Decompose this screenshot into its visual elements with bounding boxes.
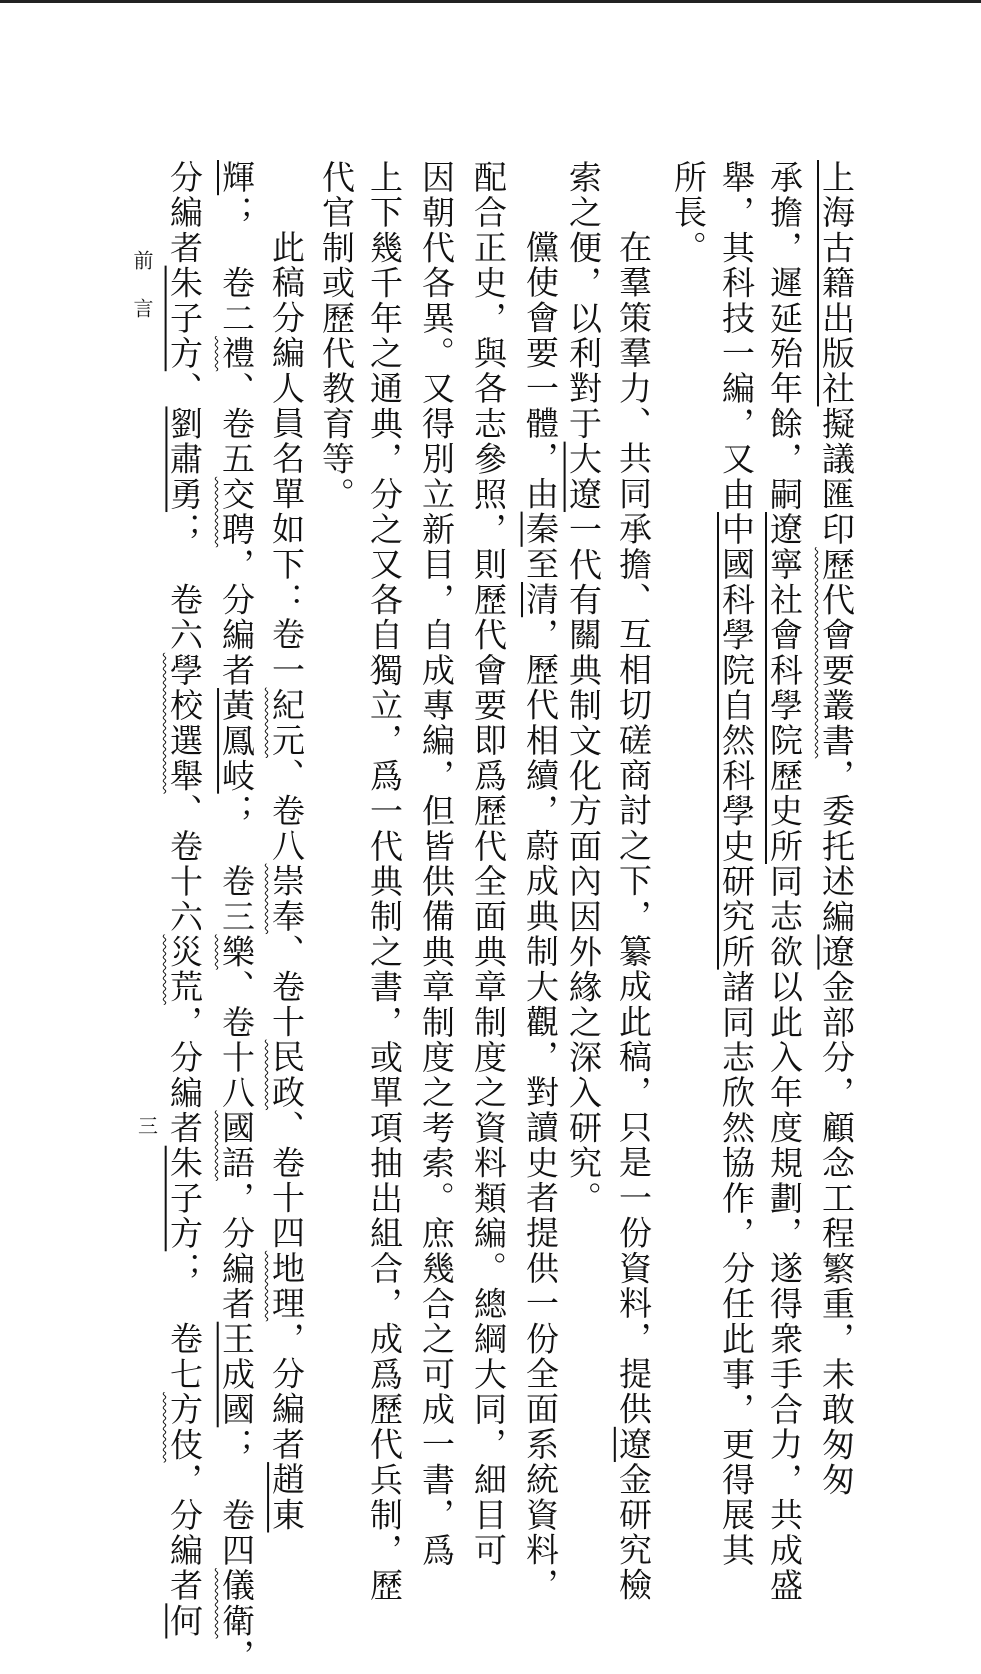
proper-noun: 朱子方 (165, 1145, 204, 1252)
text-segment: ，分編者 (217, 1180, 256, 1322)
text-column (165, 160, 204, 1639)
text-column (670, 160, 706, 1310)
proper-noun: 遼 (614, 1426, 653, 1463)
text-segment: 、卷十六 (165, 793, 204, 935)
text-segment: 同志欲以此入年度規劃，遂得衆手合力，共成盛 (765, 864, 804, 1604)
text-segment: 、卷十八 (217, 969, 256, 1111)
title-mark: 民政 (267, 1039, 306, 1111)
text-column (217, 160, 256, 1674)
text-segment: 、卷八 (267, 758, 306, 864)
text-segment: 諸同志欣然協作，分任此事，更得展其 (717, 969, 756, 1569)
text-segment: ，歷代相續，蔚成典制大觀，對讀史者提供一份全面系統資料， (521, 617, 560, 1603)
top-rule (0, 0, 981, 3)
title-mark: 禮 (217, 336, 256, 372)
title-mark: 儀衛 (217, 1568, 256, 1639)
text-segment: 、 (165, 371, 204, 407)
title-mark: 災荒 (165, 934, 204, 1005)
title-mark: 地理 (267, 1250, 306, 1322)
text-segment: ，分編者 (165, 1462, 204, 1604)
text-column (817, 160, 856, 1498)
proper-noun: 中國科學院自然科學史研究所 (717, 512, 756, 970)
text-segment: ，分編者 (267, 1321, 306, 1463)
proper-noun: 劉肅勇 (165, 406, 204, 513)
text-column (717, 160, 756, 1569)
text-segment: 舉，其科技一編，又由 (717, 160, 756, 512)
text-segment: ； 卷七 (165, 1251, 204, 1393)
text-column (521, 160, 560, 1603)
text-segment: 配合正史，與各志參照，則歷代會要即爲歷代全面典章制度之資料類編。總綱大同，細目可 (469, 160, 508, 1568)
page-number: 三 (138, 1114, 158, 1138)
text-column (614, 160, 653, 1603)
title-mark: 學校選舉 (165, 652, 204, 794)
text-segment: 、卷十 (267, 934, 306, 1040)
text-segment: 金研究檢 (614, 1462, 653, 1603)
text-segment: 上下幾千年之通典，分之又各自獨立，爲一代典制之書，或單項抽出組合，成爲歷代兵制，歷 (365, 160, 404, 1604)
text-segment: 因朝代各異。又得別立新目，自成專編，但皆供備典章制度之考索。庶幾合之可成一書，爲 (417, 160, 456, 1568)
text-segment: 承擔，遲延殆年餘，嗣 (765, 160, 804, 512)
text-segment: 擬議匯印 (817, 406, 856, 548)
text-column (318, 160, 354, 1310)
text-segment: 代官制或歷代教育等。 (317, 160, 356, 512)
text-segment: 分編者 (165, 160, 204, 266)
running-header: 前言 (130, 250, 154, 346)
text-segment: 在羣策羣力、共同承擔、互相切磋商討之下，纂成此稿，只是一份資料，提供 (614, 230, 653, 1427)
title-mark: 崇奉 (267, 863, 306, 935)
text-segment: 至 (521, 546, 560, 583)
proper-noun: 大遼 (564, 441, 603, 513)
text-column (565, 160, 601, 1310)
text-segment: ，分編者 (165, 1004, 204, 1146)
text-segment: 儻使會要一體，由 (521, 230, 560, 512)
text-segment: ； 卷三 (217, 793, 256, 935)
proper-noun: 秦 (521, 511, 560, 547)
proper-noun: 遼寧社會科學院歷史所 (765, 512, 804, 864)
text-segment: ； 卷二 (217, 195, 256, 337)
text-segment: 此稿分編人員名單如下：卷一 (267, 230, 306, 688)
text-column (469, 160, 508, 1568)
title-mark: 交聘 (217, 476, 256, 548)
text-segment: ，委托述編 (817, 758, 856, 935)
text-segment: ， (217, 1638, 256, 1674)
title-mark: 國語 (217, 1110, 256, 1181)
proper-noun: 遼 (817, 934, 856, 970)
text-segment: ； 卷六 (165, 512, 204, 653)
proper-noun: 輝 (217, 160, 256, 196)
proper-noun: 上海古籍出版社 (817, 160, 856, 407)
proper-noun: 清 (521, 582, 560, 618)
text-segment: 一代有關典制文化方面內因外緣之深入研究。 (564, 512, 603, 1217)
title-mark: 歷代會要叢書 (817, 547, 856, 759)
title-mark: 樂 (217, 934, 256, 970)
text-segment: ，分編者 (217, 547, 256, 689)
proper-noun: 趙東 (267, 1462, 306, 1533)
text-segment: 索之便，以利對于 (564, 160, 603, 442)
text-column (417, 160, 456, 1568)
text-segment: 金部分，顧念工程繁重，未敢匆匆 (817, 969, 856, 1498)
title-mark: 方伎 (165, 1392, 204, 1463)
proper-noun: 王成國 (217, 1321, 256, 1428)
proper-noun: 黃鳳岐 (217, 688, 256, 794)
title-mark: 紀元 (267, 687, 306, 759)
text-segment: ； 卷四 (217, 1427, 256, 1569)
text-segment: 、卷十四 (267, 1110, 306, 1251)
text-segment: 、卷五 (217, 371, 256, 477)
text-column (267, 160, 306, 1533)
text-segment: 所長。 (669, 160, 708, 266)
proper-noun: 何 (165, 1603, 204, 1639)
text-column (365, 160, 404, 1604)
text-column (765, 160, 804, 1604)
proper-noun: 朱子方 (165, 265, 204, 372)
